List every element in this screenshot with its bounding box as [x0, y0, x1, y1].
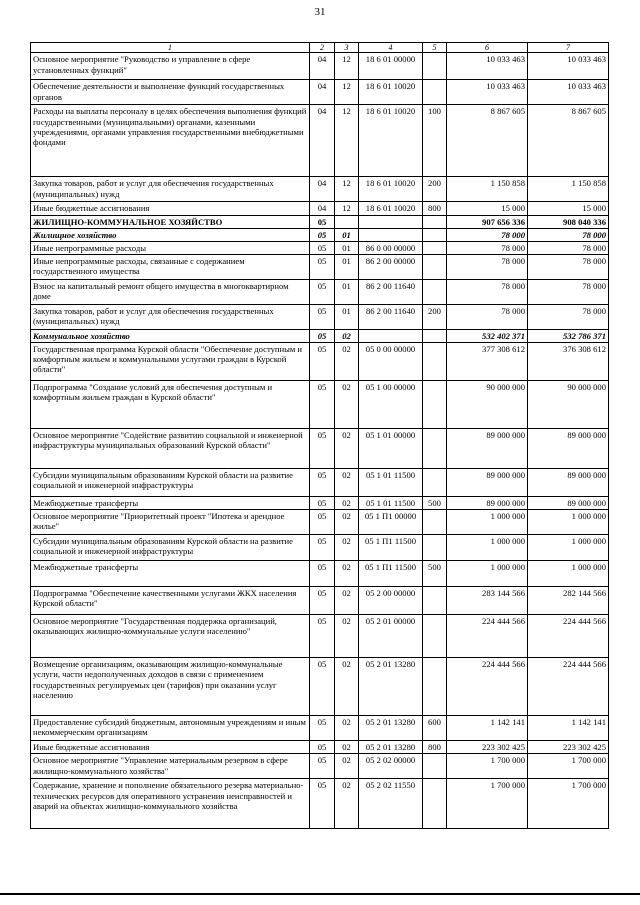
- subsection-code: 02: [335, 510, 359, 535]
- section-code: 05: [310, 716, 335, 741]
- table-row: [31, 497, 609, 510]
- amount-column-7: 1 150 858: [528, 177, 609, 202]
- target-article-code: 86 2 00 00000: [359, 255, 423, 280]
- row-name: Иные непрограммные расходы, связанные с содержанием государственного имущества: [31, 255, 310, 280]
- table-row: [31, 754, 609, 779]
- section-code: 05: [310, 510, 335, 535]
- subsection-code: 12: [335, 202, 359, 215]
- table-row: [31, 105, 609, 177]
- expense-type-code: [423, 255, 447, 280]
- amount-column-6: 89 000 000: [447, 429, 528, 469]
- section-code: 05: [310, 754, 335, 779]
- subsection-code: 01: [335, 280, 359, 305]
- row-name: Подпрограмма "Создание условий для обеспечения доступным и комфортным жильем граждан в Курской области": [31, 381, 310, 429]
- table-row: [31, 80, 609, 105]
- table-row: [31, 510, 609, 535]
- amount-column-6: 78 000: [447, 280, 528, 305]
- subsection-code: 02: [335, 741, 359, 754]
- row-name: Иные непрограммные расходы: [31, 241, 310, 254]
- target-article-code: 86 2 00 11640: [359, 280, 423, 305]
- amount-column-7: 1 700 000: [528, 779, 609, 829]
- amount-column-7: 15 000: [528, 202, 609, 215]
- column-number: 4: [359, 43, 423, 53]
- column-number: 3: [335, 43, 359, 53]
- section-code: 04: [310, 80, 335, 105]
- section-code: 05: [310, 497, 335, 510]
- expense-type-code: 200: [423, 305, 447, 330]
- target-article-code: 05 2 02 11550: [359, 779, 423, 829]
- amount-column-7: 78 000: [528, 228, 609, 241]
- amount-column-7: 78 000: [528, 255, 609, 280]
- budget-table: [30, 42, 609, 829]
- section-code: 05: [310, 255, 335, 280]
- target-article-code: 05 1 01 11500: [359, 469, 423, 497]
- target-article-code: 05 1 П1 11500: [359, 561, 423, 587]
- target-article-code: 05 1 П1 00000: [359, 510, 423, 535]
- expense-type-code: [423, 215, 447, 228]
- amount-column-6: 1 700 000: [447, 754, 528, 779]
- subsection-code: 01: [335, 305, 359, 330]
- subsection-code: 02: [335, 658, 359, 716]
- row-name: Государственная программа Курской области "Обеспечение доступным и комфортным жильем и коммунальными услугами граждан в Курской области": [31, 343, 310, 381]
- target-article-code: 05 2 02 00000: [359, 754, 423, 779]
- section-code: 05: [310, 330, 335, 343]
- subsection-code: 01: [335, 255, 359, 280]
- subsection-code: 12: [335, 80, 359, 105]
- table-row: [31, 202, 609, 215]
- subsection-code: 12: [335, 105, 359, 177]
- table-row: [31, 429, 609, 469]
- amount-column-6: 89 000 000: [447, 469, 528, 497]
- row-name: Иные бюджетные ассигнования: [31, 202, 310, 215]
- expense-type-code: [423, 53, 447, 80]
- amount-column-6: 78 000: [447, 241, 528, 254]
- table-row: [31, 241, 609, 254]
- subsection-code: 02: [335, 615, 359, 658]
- subsection-code: 02: [335, 330, 359, 343]
- subsection-code: 01: [335, 228, 359, 241]
- expense-type-code: [423, 754, 447, 779]
- expense-type-code: [423, 241, 447, 254]
- section-code: 05: [310, 615, 335, 658]
- table-row: [31, 330, 609, 343]
- target-article-code: [359, 215, 423, 228]
- table-row: [31, 305, 609, 330]
- row-name: Жилищное хозяйство: [31, 228, 310, 241]
- table-row: [31, 215, 609, 228]
- subsection-code: 02: [335, 343, 359, 381]
- row-name: ЖИЛИЩНО-КОММУНАЛЬНОЕ ХОЗЯЙСТВО: [31, 215, 310, 228]
- amount-column-6: 15 000: [447, 202, 528, 215]
- amount-column-7: 8 867 605: [528, 105, 609, 177]
- amount-column-6: 78 000: [447, 228, 528, 241]
- target-article-code: 05 2 01 13280: [359, 741, 423, 754]
- budget-table-body: [31, 43, 609, 829]
- target-article-code: 86 2 00 11640: [359, 305, 423, 330]
- section-code: 05: [310, 343, 335, 381]
- section-code: 05: [310, 215, 335, 228]
- row-name: Основное мероприятие "Приоритетный проект "Ипотека и арендное жилье": [31, 510, 310, 535]
- amount-column-6: 532 402 371: [447, 330, 528, 343]
- section-code: 05: [310, 228, 335, 241]
- amount-column-7: 908 040 336: [528, 215, 609, 228]
- target-article-code: 05 1 01 11500: [359, 497, 423, 510]
- amount-column-6: 1 000 000: [447, 535, 528, 561]
- table-row: [31, 228, 609, 241]
- column-number: 1: [31, 43, 310, 53]
- amount-column-7: 10 033 463: [528, 53, 609, 80]
- expense-type-code: 800: [423, 202, 447, 215]
- target-article-code: 18 6 01 10020: [359, 80, 423, 105]
- section-code: 04: [310, 177, 335, 202]
- row-name: Межбюджетные трансферты: [31, 497, 310, 510]
- expense-type-code: [423, 535, 447, 561]
- column-number-row: [31, 43, 609, 53]
- subsection-code: 02: [335, 429, 359, 469]
- row-name: Закупка товаров, работ и услуг для обеспечения государственных (муниципальных) нужд: [31, 177, 310, 202]
- amount-column-7: 1 700 000: [528, 754, 609, 779]
- target-article-code: 05 1 П1 11500: [359, 535, 423, 561]
- subsection-code: 01: [335, 241, 359, 254]
- target-article-code: 18 6 01 10020: [359, 202, 423, 215]
- target-article-code: 18 6 01 10020: [359, 105, 423, 177]
- subsection-code: [335, 215, 359, 228]
- amount-column-7: 78 000: [528, 280, 609, 305]
- amount-column-7: 1 000 000: [528, 510, 609, 535]
- amount-column-6: 1 150 858: [447, 177, 528, 202]
- amount-column-7: 376 308 612: [528, 343, 609, 381]
- target-article-code: 18 6 01 10020: [359, 177, 423, 202]
- amount-column-6: 90 000 000: [447, 381, 528, 429]
- subsection-code: 12: [335, 177, 359, 202]
- expense-type-code: [423, 658, 447, 716]
- section-code: 05: [310, 469, 335, 497]
- expense-type-code: 500: [423, 497, 447, 510]
- amount-column-7: 1 000 000: [528, 561, 609, 587]
- subsection-code: 02: [335, 561, 359, 587]
- amount-column-7: 89 000 000: [528, 497, 609, 510]
- section-code: 05: [310, 561, 335, 587]
- subsection-code: 02: [335, 497, 359, 510]
- table-row: [31, 255, 609, 280]
- table-row: [31, 343, 609, 381]
- amount-column-7: 223 302 425: [528, 741, 609, 754]
- section-code: 05: [310, 779, 335, 829]
- row-name: Закупка товаров, работ и услуг для обеспечения государственных (муниципальных) нужд: [31, 305, 310, 330]
- amount-column-7: 532 786 371: [528, 330, 609, 343]
- table-row: [31, 280, 609, 305]
- expense-type-code: 600: [423, 716, 447, 741]
- amount-column-7: 78 000: [528, 305, 609, 330]
- target-article-code: 05 1 00 00000: [359, 381, 423, 429]
- section-code: 04: [310, 105, 335, 177]
- expense-type-code: 500: [423, 561, 447, 587]
- amount-column-6: 1 000 000: [447, 510, 528, 535]
- target-article-code: 05 2 01 13280: [359, 716, 423, 741]
- subsection-code: 02: [335, 754, 359, 779]
- amount-column-6: 1 142 141: [447, 716, 528, 741]
- subsection-code: 12: [335, 53, 359, 80]
- column-number: 6: [447, 43, 528, 53]
- section-code: 05: [310, 429, 335, 469]
- table-row: [31, 177, 609, 202]
- amount-column-6: 283 144 566: [447, 587, 528, 615]
- row-name: Основное мероприятие "Государственная поддержка организаций, оказывающих жилищно-коммунальные услуги населению": [31, 615, 310, 658]
- amount-column-7: 224 444 566: [528, 658, 609, 716]
- amount-column-7: 1 000 000: [528, 535, 609, 561]
- section-code: 05: [310, 305, 335, 330]
- target-article-code: 18 6 01 00000: [359, 53, 423, 80]
- section-code: 05: [310, 241, 335, 254]
- target-article-code: 05 2 01 13280: [359, 658, 423, 716]
- table-row: [31, 615, 609, 658]
- section-code: 05: [310, 587, 335, 615]
- column-number: 7: [528, 43, 609, 53]
- target-article-code: 05 2 00 00000: [359, 587, 423, 615]
- amount-column-6: 89 000 000: [447, 497, 528, 510]
- table-row: [31, 716, 609, 741]
- amount-column-6: 1 000 000: [447, 561, 528, 587]
- row-name: Коммунальное хозяйство: [31, 330, 310, 343]
- table-row: [31, 779, 609, 829]
- row-name: Содержание, хранение и пополнение обязательного резерва материально-технических ресурсов для оперативного устранения неисправностей и аварий на объектах жилищно-коммунального хозяйства: [31, 779, 310, 829]
- amount-column-7: 10 033 463: [528, 80, 609, 105]
- amount-column-7: 89 000 000: [528, 429, 609, 469]
- subsection-code: 02: [335, 535, 359, 561]
- expense-type-code: 800: [423, 741, 447, 754]
- row-name: Субсидии муниципальным образованиям Курской области на развитие социальной и инженерной инфраструктуры: [31, 469, 310, 497]
- amount-column-7: 78 000: [528, 241, 609, 254]
- table-row: [31, 53, 609, 80]
- row-name: Взнос на капитальный ремонт общего имущества в многоквартирном доме: [31, 280, 310, 305]
- amount-column-7: 89 000 000: [528, 469, 609, 497]
- expense-type-code: [423, 330, 447, 343]
- amount-column-6: 10 033 463: [447, 80, 528, 105]
- section-code: 05: [310, 535, 335, 561]
- target-article-code: 05 2 01 00000: [359, 615, 423, 658]
- subsection-code: 02: [335, 469, 359, 497]
- amount-column-7: 224 444 566: [528, 615, 609, 658]
- expense-type-code: [423, 469, 447, 497]
- expense-type-code: 200: [423, 177, 447, 202]
- expense-type-code: [423, 80, 447, 105]
- amount-column-6: 1 700 000: [447, 779, 528, 829]
- amount-column-6: 78 000: [447, 255, 528, 280]
- expense-type-code: [423, 343, 447, 381]
- target-article-code: [359, 330, 423, 343]
- amount-column-6: 8 867 605: [447, 105, 528, 177]
- column-number: 5: [423, 43, 447, 53]
- section-code: 04: [310, 202, 335, 215]
- column-number: 2: [310, 43, 335, 53]
- row-name: Межбюджетные трансферты: [31, 561, 310, 587]
- table-row: [31, 658, 609, 716]
- subsection-code: 02: [335, 587, 359, 615]
- table-row: [31, 741, 609, 754]
- section-code: 05: [310, 381, 335, 429]
- row-name: Основное мероприятие "Управление материальным резервом в сфере жилищно-коммунального хозяйства": [31, 754, 310, 779]
- row-name: Обеспечение деятельности и выполнение функций государственных органов: [31, 80, 310, 105]
- target-article-code: 86 0 00 00000: [359, 241, 423, 254]
- table-row: [31, 587, 609, 615]
- amount-column-7: 1 142 141: [528, 716, 609, 741]
- target-article-code: 05 1 01 00000: [359, 429, 423, 469]
- table-row: [31, 561, 609, 587]
- target-article-code: [359, 228, 423, 241]
- expense-type-code: [423, 510, 447, 535]
- amount-column-6: 377 308 612: [447, 343, 528, 381]
- expense-type-code: [423, 381, 447, 429]
- row-name: Основное мероприятие "Содействие развитию социальной и инженерной инфраструктуры муниципальных образований Курской области": [31, 429, 310, 469]
- section-code: 05: [310, 280, 335, 305]
- row-name: Предоставление субсидий бюджетным, автономным учреждениям и иным некоммерческим организациям: [31, 716, 310, 741]
- expense-type-code: [423, 587, 447, 615]
- row-name: Иные бюджетные ассигнования: [31, 741, 310, 754]
- amount-column-6: 224 444 566: [447, 615, 528, 658]
- row-name: Подпрограмма "Обеспечение качественными услугами ЖКХ населения Курской области": [31, 587, 310, 615]
- table-row: [31, 381, 609, 429]
- expense-type-code: [423, 615, 447, 658]
- expense-type-code: [423, 228, 447, 241]
- bottom-scan-edge: [0, 893, 640, 895]
- amount-column-7: 282 144 566: [528, 587, 609, 615]
- amount-column-6: 224 444 566: [447, 658, 528, 716]
- expense-type-code: [423, 280, 447, 305]
- expense-type-code: [423, 779, 447, 829]
- row-name: Основное мероприятие "Руководство и управление в сфере установленных функций": [31, 53, 310, 80]
- page-number: 31: [314, 6, 326, 18]
- subsection-code: 02: [335, 779, 359, 829]
- expense-type-code: [423, 429, 447, 469]
- table-row: [31, 469, 609, 497]
- section-code: 05: [310, 741, 335, 754]
- row-name: Возмещение организациям, оказывающим жилищно-коммунальные услуги, части недополученных доходов в связи с применением государственных регулируемых цен (тарифов) при оказании услуг населению: [31, 658, 310, 716]
- row-name: Субсидии муниципальным образованиям Курской области на развитие социальной и инженерной инфраструктуры: [31, 535, 310, 561]
- amount-column-7: 90 000 000: [528, 381, 609, 429]
- subsection-code: 02: [335, 716, 359, 741]
- amount-column-6: 10 033 463: [447, 53, 528, 80]
- section-code: 05: [310, 658, 335, 716]
- table-row: [31, 535, 609, 561]
- target-article-code: 05 0 00 00000: [359, 343, 423, 381]
- expense-type-code: 100: [423, 105, 447, 177]
- subsection-code: 02: [335, 381, 359, 429]
- row-name: Расходы на выплаты персоналу в целях обеспечения выполнения функций государственными (муниципальными) органами, казенными учреждениями, органами управления государственными внебюджетными фондами: [31, 105, 310, 177]
- amount-column-6: 78 000: [447, 305, 528, 330]
- section-code: 04: [310, 53, 335, 80]
- amount-column-6: 223 302 425: [447, 741, 528, 754]
- amount-column-6: 907 656 336: [447, 215, 528, 228]
